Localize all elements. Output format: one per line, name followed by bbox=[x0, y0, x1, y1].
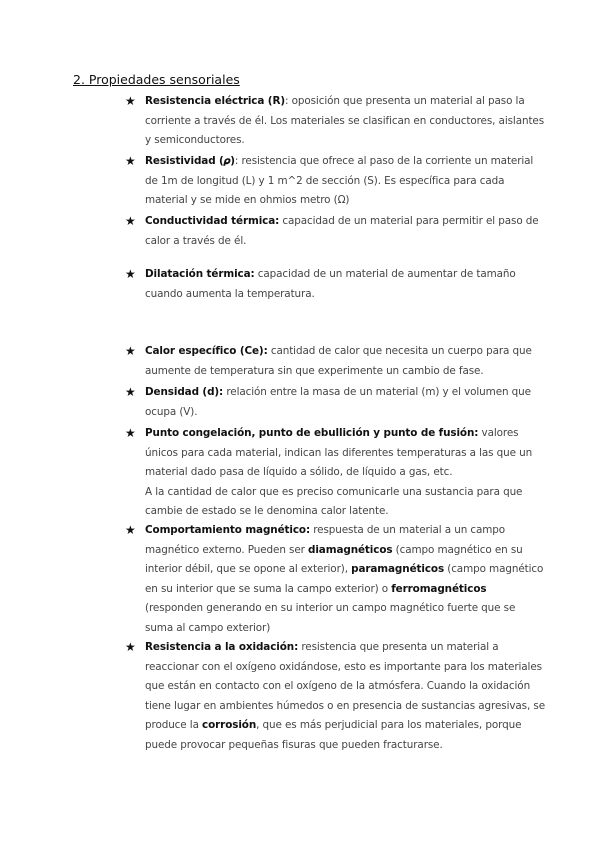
item-text: : resistencia que ofrece al paso de la corriente un material de 1m de longitud (L) y 1 m^2 de sección (S). Es específica para cada material y se mide en ohmios metro (Ω) bbox=[145, 155, 534, 207]
term-corrosion: corrosión bbox=[202, 719, 257, 732]
item-term: Densidad (d): bbox=[145, 386, 224, 398]
list-item-dilatacion-termica bbox=[125, 265, 545, 304]
item-term: Dilatación térmica: bbox=[145, 268, 255, 280]
list-item-densidad bbox=[125, 383, 545, 422]
item-text: capacidad de un material de aumentar de tamaño cuando aumenta la temperatura. bbox=[145, 268, 516, 300]
star-bullet-icon: ★ bbox=[125, 385, 136, 399]
star-bullet-icon: ★ bbox=[125, 94, 136, 108]
item-text: (campo magnético en su interior débil, que se opone al exterior), bbox=[145, 543, 523, 576]
star-bullet-icon: ★ bbox=[125, 523, 136, 537]
item-text: (campo magnético en su interior que se suma la campo exterior) o bbox=[145, 563, 544, 595]
term-ferromagneticos: ferromagnéticos bbox=[391, 582, 487, 595]
item-term: Resistividad ( bbox=[145, 155, 224, 167]
item-text: valores únicos para cada material, indican las diferentes temperaturas a las que un material dado pasa de líquido a sólido, de líquido a gas, etc. bbox=[145, 427, 533, 479]
item-term: Conductividad térmica: bbox=[145, 215, 280, 227]
item-term-end: ) bbox=[230, 155, 235, 167]
star-bullet-icon: ★ bbox=[125, 640, 136, 654]
star-bullet-icon: ★ bbox=[125, 214, 136, 228]
term-paramagneticos: paramagnéticos bbox=[351, 563, 445, 576]
star-bullet-icon: ★ bbox=[125, 344, 136, 358]
item-text: resistencia que presenta un material a reaccionar con el oxígeno oxidándose, esto es importante para los materiales que están en contacto con el oxígeno de la atmósfera. Cuando la oxidación tiene lugar en ambientes húmedos o en presencia de sustancias agresivas, se produce la bbox=[145, 641, 546, 732]
rho-symbol: 𝝆 bbox=[223, 155, 231, 167]
item-text: respuesta de un material a un campo magnético externo. Pueden ser bbox=[145, 524, 506, 556]
item-text-second-paragraph: A la cantidad de calor que es preciso comunicarle una sustancia para que cambie de estado se le denomina calor latente. bbox=[145, 485, 523, 518]
item-term: Punto congelación, punto de ebullición y punto de fusión: bbox=[145, 427, 479, 439]
list-item-comportamiento-magnetico bbox=[125, 521, 545, 639]
star-bullet-icon: ★ bbox=[125, 267, 136, 281]
list-item-puntos-cambio-fase bbox=[125, 424, 545, 522]
item-text: capacidad de un material para permitir el paso de calor a través de él. bbox=[145, 215, 539, 247]
list-item-resistencia-electrica bbox=[125, 92, 545, 151]
list-item-conductividad-termica bbox=[125, 212, 545, 251]
section-heading: 2. Propiedades sensoriales bbox=[73, 72, 240, 87]
item-text: relación entre la masa de un material (m) y el volumen que ocupa (V). bbox=[145, 386, 531, 418]
star-bullet-icon: ★ bbox=[125, 426, 136, 440]
item-term: Resistencia a la oxidación: bbox=[145, 641, 299, 653]
item-term: Resistencia eléctrica (R) bbox=[145, 95, 285, 107]
list-item-calor-especifico bbox=[125, 342, 545, 381]
item-term: Comportamiento magnético: bbox=[145, 524, 311, 536]
list-item-resistividad bbox=[125, 152, 545, 211]
item-term: Calor específico (Ce): bbox=[145, 345, 268, 357]
list-item-resistencia-oxidacion bbox=[125, 638, 546, 756]
item-text: (responden generando en su interior un campo magnético fuerte que se suma al campo exterior) bbox=[145, 602, 516, 634]
star-bullet-icon: ★ bbox=[125, 154, 136, 168]
term-diamagneticos: diamagnéticos bbox=[308, 543, 393, 556]
item-text: : oposición que presenta un material al paso la corriente a través de él. Los materiales se clasifican en conductores, aislantes y semiconductores. bbox=[145, 95, 545, 147]
item-text: cantidad de calor que necesita un cuerpo para que aumente de temperatura sin que experimente un cambio de fase. bbox=[145, 345, 532, 377]
item-text: , que es más perjudicial para los materiales, porque puede provocar pequeñas fisuras que pueden fracturarse. bbox=[145, 719, 522, 751]
